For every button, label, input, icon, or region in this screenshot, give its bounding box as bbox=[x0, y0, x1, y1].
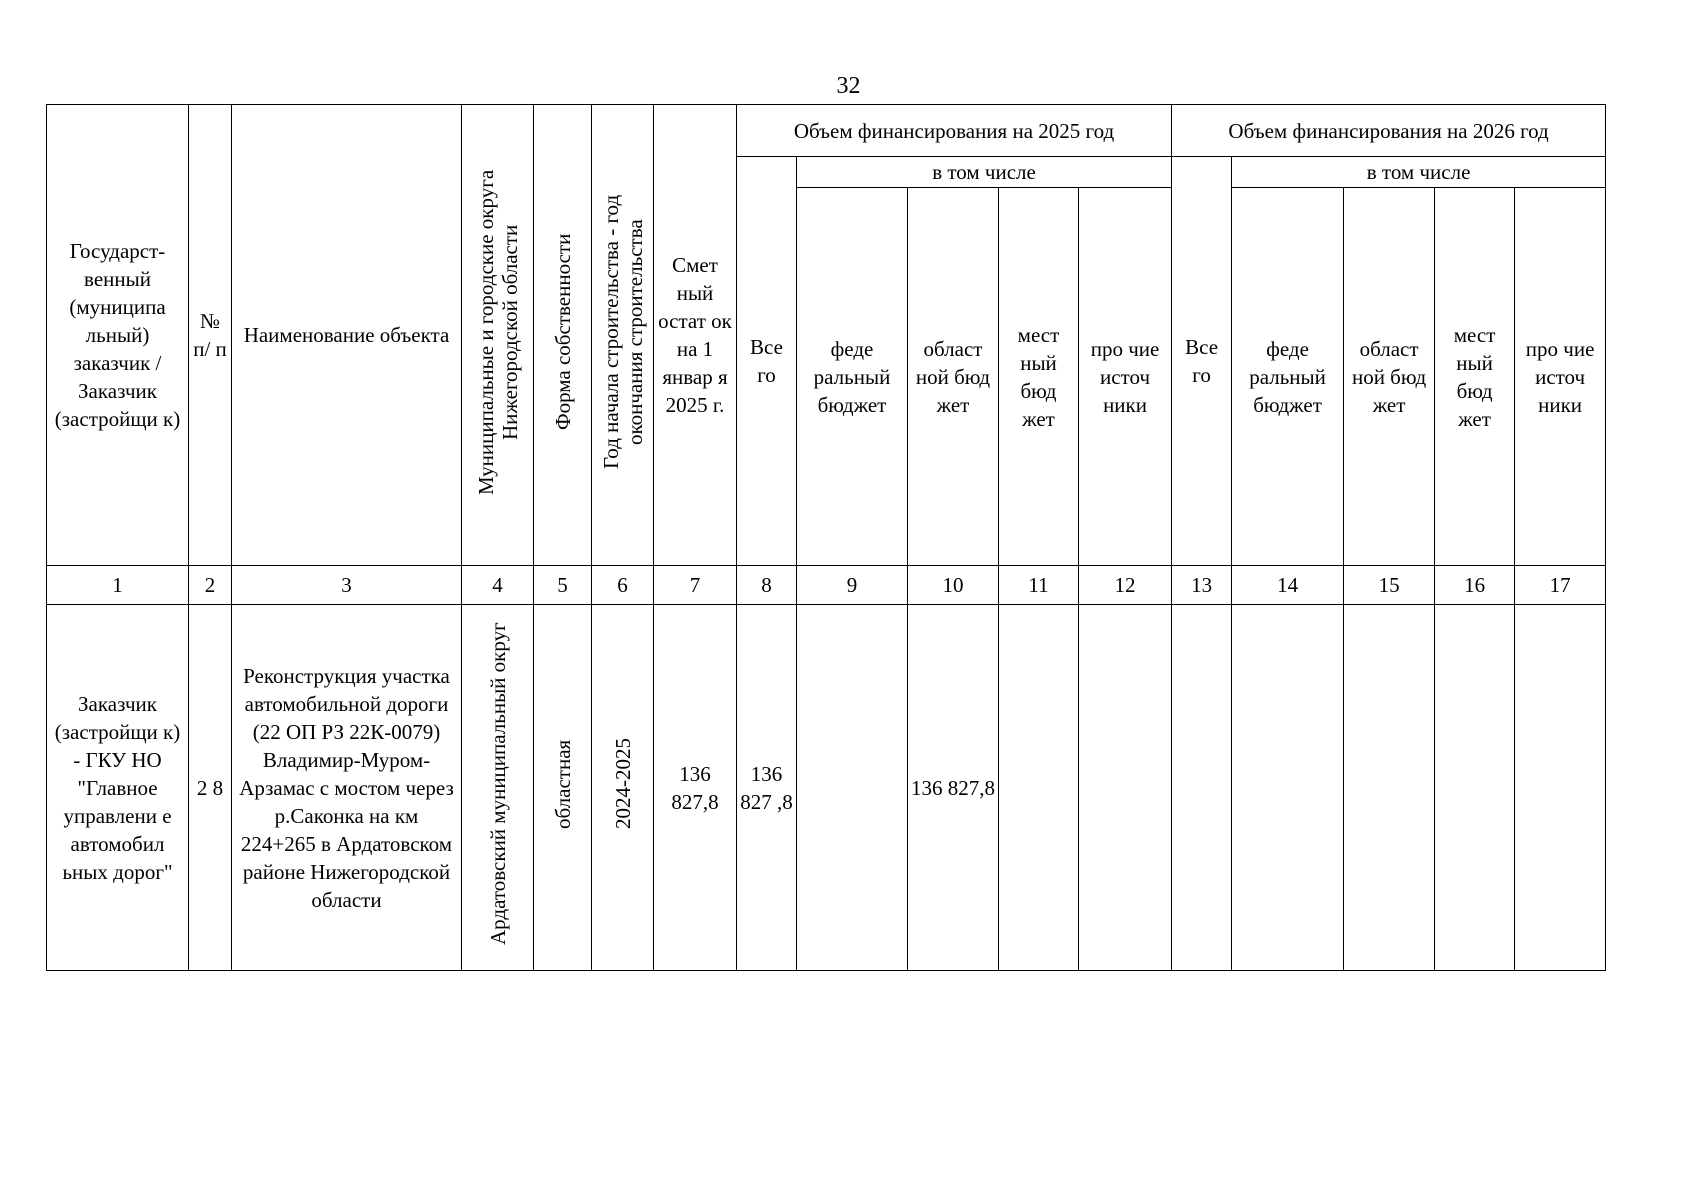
column-number: 10 bbox=[908, 566, 999, 605]
header-years bbox=[592, 105, 654, 566]
header-including-2026: в том числе bbox=[1232, 157, 1606, 188]
header-other-2026: про чие источ ники bbox=[1515, 188, 1606, 566]
row-total-2025: 136 827 ,8 bbox=[737, 605, 797, 971]
row-years bbox=[592, 605, 654, 971]
header-regional-2026: област ной бюд жет bbox=[1344, 188, 1435, 566]
header-local-2025: мест ный бюд жет bbox=[999, 188, 1079, 566]
row-years-text: 2024-2025 bbox=[610, 738, 635, 830]
row-ownership-text: областная bbox=[550, 739, 575, 829]
header-row-1 bbox=[47, 105, 1606, 157]
header-years-text: Год начала строительства - год окончания строительства bbox=[598, 194, 647, 469]
column-numbers-row bbox=[47, 566, 1606, 605]
column-number: 3 bbox=[232, 566, 462, 605]
row-local-2026 bbox=[1435, 605, 1515, 971]
row-regional-2026 bbox=[1344, 605, 1435, 971]
header-customer: Государст-венный (муниципа льный) заказчик / Заказчик (застройщи к) bbox=[47, 105, 189, 566]
row-object-name: Реконструкция участка автомобильной дороги (22 ОП РЗ 22К-0079) Владимир-Муром-Арзамас с мостом через р.Саконка на км 224+265 в Ардатовском районе Нижегородской области bbox=[232, 605, 462, 971]
row-local-2025 bbox=[999, 605, 1079, 971]
row-estimate: 136 827,8 bbox=[654, 605, 737, 971]
row-municipality bbox=[462, 605, 534, 971]
financing-table bbox=[46, 104, 1606, 971]
column-number: 8 bbox=[737, 566, 797, 605]
header-federal-2026: феде ральный бюджет bbox=[1232, 188, 1344, 566]
header-regional-2025: област ной бюд жет bbox=[908, 188, 999, 566]
row-other-2025 bbox=[1079, 605, 1172, 971]
header-municipality-text: Муниципальные и городские округа Нижегородской области bbox=[473, 168, 522, 495]
column-number: 1 bbox=[47, 566, 189, 605]
header-local-2026: мест ный бюд жет bbox=[1435, 188, 1515, 566]
table-row bbox=[47, 605, 1606, 971]
column-number: 13 bbox=[1172, 566, 1232, 605]
header-estimate: Смет ный остат ок на 1 январ я 2025 г. bbox=[654, 105, 737, 566]
header-no: № п/ п bbox=[189, 105, 232, 566]
row-customer: Заказчик (застройщи к) - ГКУ НО "Главное управлени е автомобил ьных дорог" bbox=[47, 605, 189, 971]
column-number: 4 bbox=[462, 566, 534, 605]
header-total-2025: Все го bbox=[737, 157, 797, 566]
header-federal-2025: феде ральный бюджет bbox=[797, 188, 908, 566]
column-number: 7 bbox=[654, 566, 737, 605]
row-no: 2 8 bbox=[189, 605, 232, 971]
column-number: 16 bbox=[1435, 566, 1515, 605]
column-number: 11 bbox=[999, 566, 1079, 605]
header-municipality bbox=[462, 105, 534, 566]
header-including-2025: в том числе bbox=[797, 157, 1172, 188]
header-ownership-text: Форма собственности bbox=[550, 233, 575, 430]
header-ownership bbox=[534, 105, 592, 566]
row-ownership bbox=[534, 605, 592, 971]
header-total-2026: Все го bbox=[1172, 157, 1232, 566]
column-number: 17 bbox=[1515, 566, 1606, 605]
page-number: 32 bbox=[836, 73, 861, 99]
header-object-name: Наименование объекта bbox=[232, 105, 462, 566]
header-other-2025: про чие источ ники bbox=[1079, 188, 1172, 566]
header-funding-2025: Объем финансирования на 2025 год bbox=[737, 105, 1172, 157]
row-other-2026 bbox=[1515, 605, 1606, 971]
column-number: 6 bbox=[592, 566, 654, 605]
header-funding-2026: Объем финансирования на 2026 год bbox=[1172, 105, 1606, 157]
row-municipality-text: Ардатовский муниципальный округ bbox=[485, 622, 510, 946]
column-number: 15 bbox=[1344, 566, 1435, 605]
column-number: 2 bbox=[189, 566, 232, 605]
row-federal-2026 bbox=[1232, 605, 1344, 971]
column-number: 14 bbox=[1232, 566, 1344, 605]
column-number: 12 bbox=[1079, 566, 1172, 605]
row-total-2026 bbox=[1172, 605, 1232, 971]
row-regional-2025: 136 827,8 bbox=[908, 605, 999, 971]
row-federal-2025 bbox=[797, 605, 908, 971]
column-number: 5 bbox=[534, 566, 592, 605]
column-number: 9 bbox=[797, 566, 908, 605]
